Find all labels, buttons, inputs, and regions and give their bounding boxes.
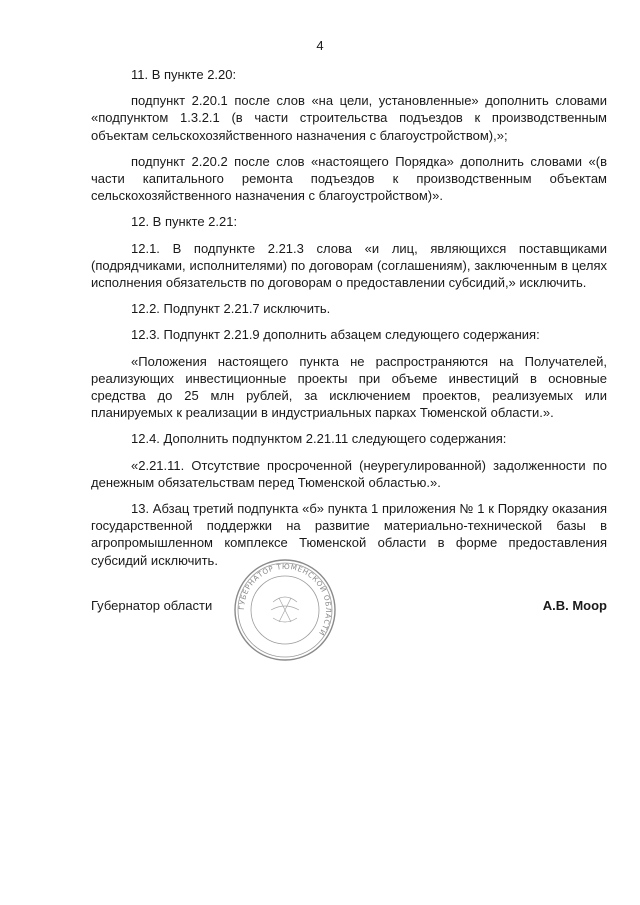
paragraph: 12. В пункте 2.21: <box>131 214 238 230</box>
signature-block <box>91 598 607 618</box>
paragraph: 12.1. В подпункте 2.21.3 слова «и лиц, являющихся поставщиками (подрядчиками, исполнителями) по договорам (соглашениям), заключенным в целях исполнения обязательств по договорам о предоставлении субсидий,» исключить. <box>91 240 607 291</box>
signer-name: А.В. Моор <box>542 598 607 613</box>
page-number: 4 <box>316 38 324 53</box>
paragraph: 12.4. Дополнить подпунктом 2.21.11 следующего содержания: <box>131 431 507 447</box>
paragraph: «2.21.11. Отсутствие просроченной (неурегулированной) задолженности по денежным обязательствам перед Тюменской областью.». <box>91 457 607 490</box>
signer-position: Губернатор области <box>91 598 213 613</box>
paragraph: 11. В пункте 2.20: <box>131 67 237 82</box>
paragraph: «Положения настоящего пункта не распространяются на Получателей, реализующих инвестиционные проекты при объеме инвестиций в основные средства до 25 млн рублей, за исключением проектов, реализуемых или планируемых к реализации в индустриальных парках Тюменской области.». <box>91 353 607 421</box>
paragraph: 13. Абзац третий подпункта «б» пункта 1 приложения № 1 к Порядку оказания государственной поддержки на развитие материально-технической базы в агропромышленном комплексе Тюменской области в форме предоставления субсидий исключить. <box>91 501 607 568</box>
paragraph: 12.3. Подпункт 2.21.9 дополнить абзацем следующего содержания: <box>131 327 540 343</box>
paragraph: 12.2. Подпункт 2.21.7 исключить. <box>131 301 331 317</box>
seal-outer-text: ГУБЕРНАТОР ТЮМЕНСКОЙ ОБЛАСТИ <box>236 561 334 638</box>
document-body <box>91 66 607 578</box>
paragraph: подпункт 2.20.1 после слов «на цели, установленные» дополнить словами «подпунктом 1.3.2.1 (в части строительства подъездов к производственным объектам сельскохозяйственного назначения с благоустройством),»; <box>91 93 607 143</box>
paragraph: подпункт 2.20.2 после слов «настоящего Порядка» дополнить словами «(в части капитального ремонта подъездов к производственным объектам сельскохозяйственного назначения с благоустройством)». <box>91 153 607 204</box>
